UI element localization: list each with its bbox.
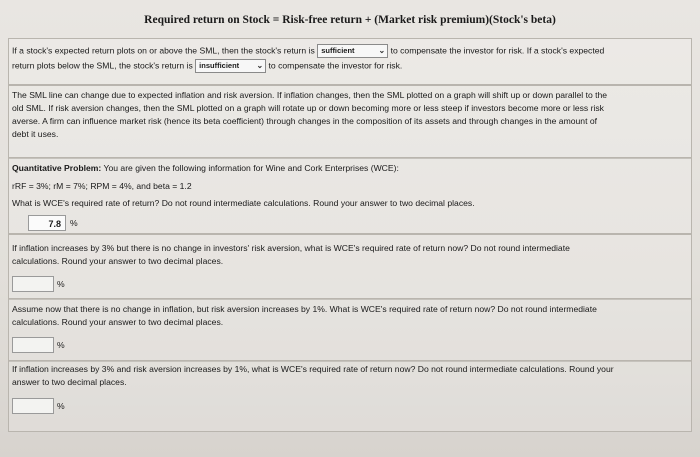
dropdown-sufficient[interactable] <box>317 44 388 58</box>
q2-line-2: calculations. Round your answer to two decimal places. <box>12 256 224 266</box>
dropdown-insufficient-value: insufficient <box>199 61 240 70</box>
sml-line-2-text-b: to compensate the investor for risk. <box>268 60 403 71</box>
dropdown-insufficient[interactable] <box>195 59 266 73</box>
problem-intro: You are given the following information for Wine and Cork Enterprises (WCE): <box>101 163 399 173</box>
explanation-line-1: The SML line can change due to expected inflation and risk aversion. If inflation changes, then the SML plotted on a graph will shift up or down parallel to the <box>12 90 608 100</box>
q2-line-1: If inflation increases by 3% but there is no change in investors' risk aversion, what is WCE's required rate of return now? Do not round intermediate <box>12 243 570 253</box>
chevron-down-icon: ⌄ <box>378 46 386 55</box>
q3-line-2: calculations. Round your answer to two decimal places. <box>12 317 224 327</box>
percent-label-2: % <box>57 279 65 289</box>
explanation-text <box>12 89 694 141</box>
percent-label-1: % <box>70 218 78 228</box>
sml-line-1-text-a: If a stock's expected return plots on or above the SML, then the stock's return is <box>12 45 315 56</box>
q4-text <box>12 363 694 389</box>
q2-text <box>12 242 692 268</box>
sml-line-2 <box>12 59 692 73</box>
formula-heading: Required return on Stock = Risk-free return + (Market risk premium)(Stock's beta) <box>144 14 556 26</box>
sml-line-2-text-a: return plots below the SML, the stock's return is <box>12 60 193 71</box>
problem-question: What is WCE's required rate of return? Do not round intermediate calculations. Round your answer to two decimal places. <box>12 198 475 208</box>
problem-heading-line <box>12 162 692 175</box>
chevron-down-icon: ⌄ <box>256 61 264 70</box>
explanation-line-2: old SML. If risk aversion changes, then the SML plotted on a graph will rotate up or down becoming more or less steep if investors become more or less risk <box>12 103 604 113</box>
percent-label-4: % <box>57 401 65 411</box>
explanation-line-3: averse. A firm can influence market risk (hence its beta coefficient) through changes in the composition of its assets and through changes in the amount of <box>12 116 598 126</box>
q3-text <box>12 303 692 329</box>
dropdown-sufficient-value: sufficient <box>321 46 355 55</box>
answer-input-1[interactable]: 7.8 <box>28 215 66 231</box>
answer-input-4[interactable] <box>12 398 54 414</box>
problem-heading: Quantitative Problem: <box>12 163 102 173</box>
answer-input-3[interactable] <box>12 337 54 353</box>
answer-input-2[interactable] <box>12 276 54 292</box>
sml-line-1 <box>12 44 692 58</box>
problem-givens: rRF = 3%; rM = 7%; RPM = 4%, and beta = 1.2 <box>12 181 192 191</box>
sml-line-1-text-b: to compensate the investor for risk. If a stock's expected <box>390 45 605 56</box>
q3-line-1: Assume now that there is no change in inflation, but risk aversion increases by 1%. What is WCE's required rate of return now? Do not round intermediate <box>12 304 597 314</box>
q4-line-2: answer to two decimal places. <box>12 377 127 387</box>
explanation-line-4: debt it uses. <box>12 129 59 139</box>
percent-label-3: % <box>57 340 65 350</box>
q4-line-1: If inflation increases by 3% and risk aversion increases by 1%, what is WCE's required rate of return now? Do not round intermediate calculations. Round your <box>12 364 614 374</box>
